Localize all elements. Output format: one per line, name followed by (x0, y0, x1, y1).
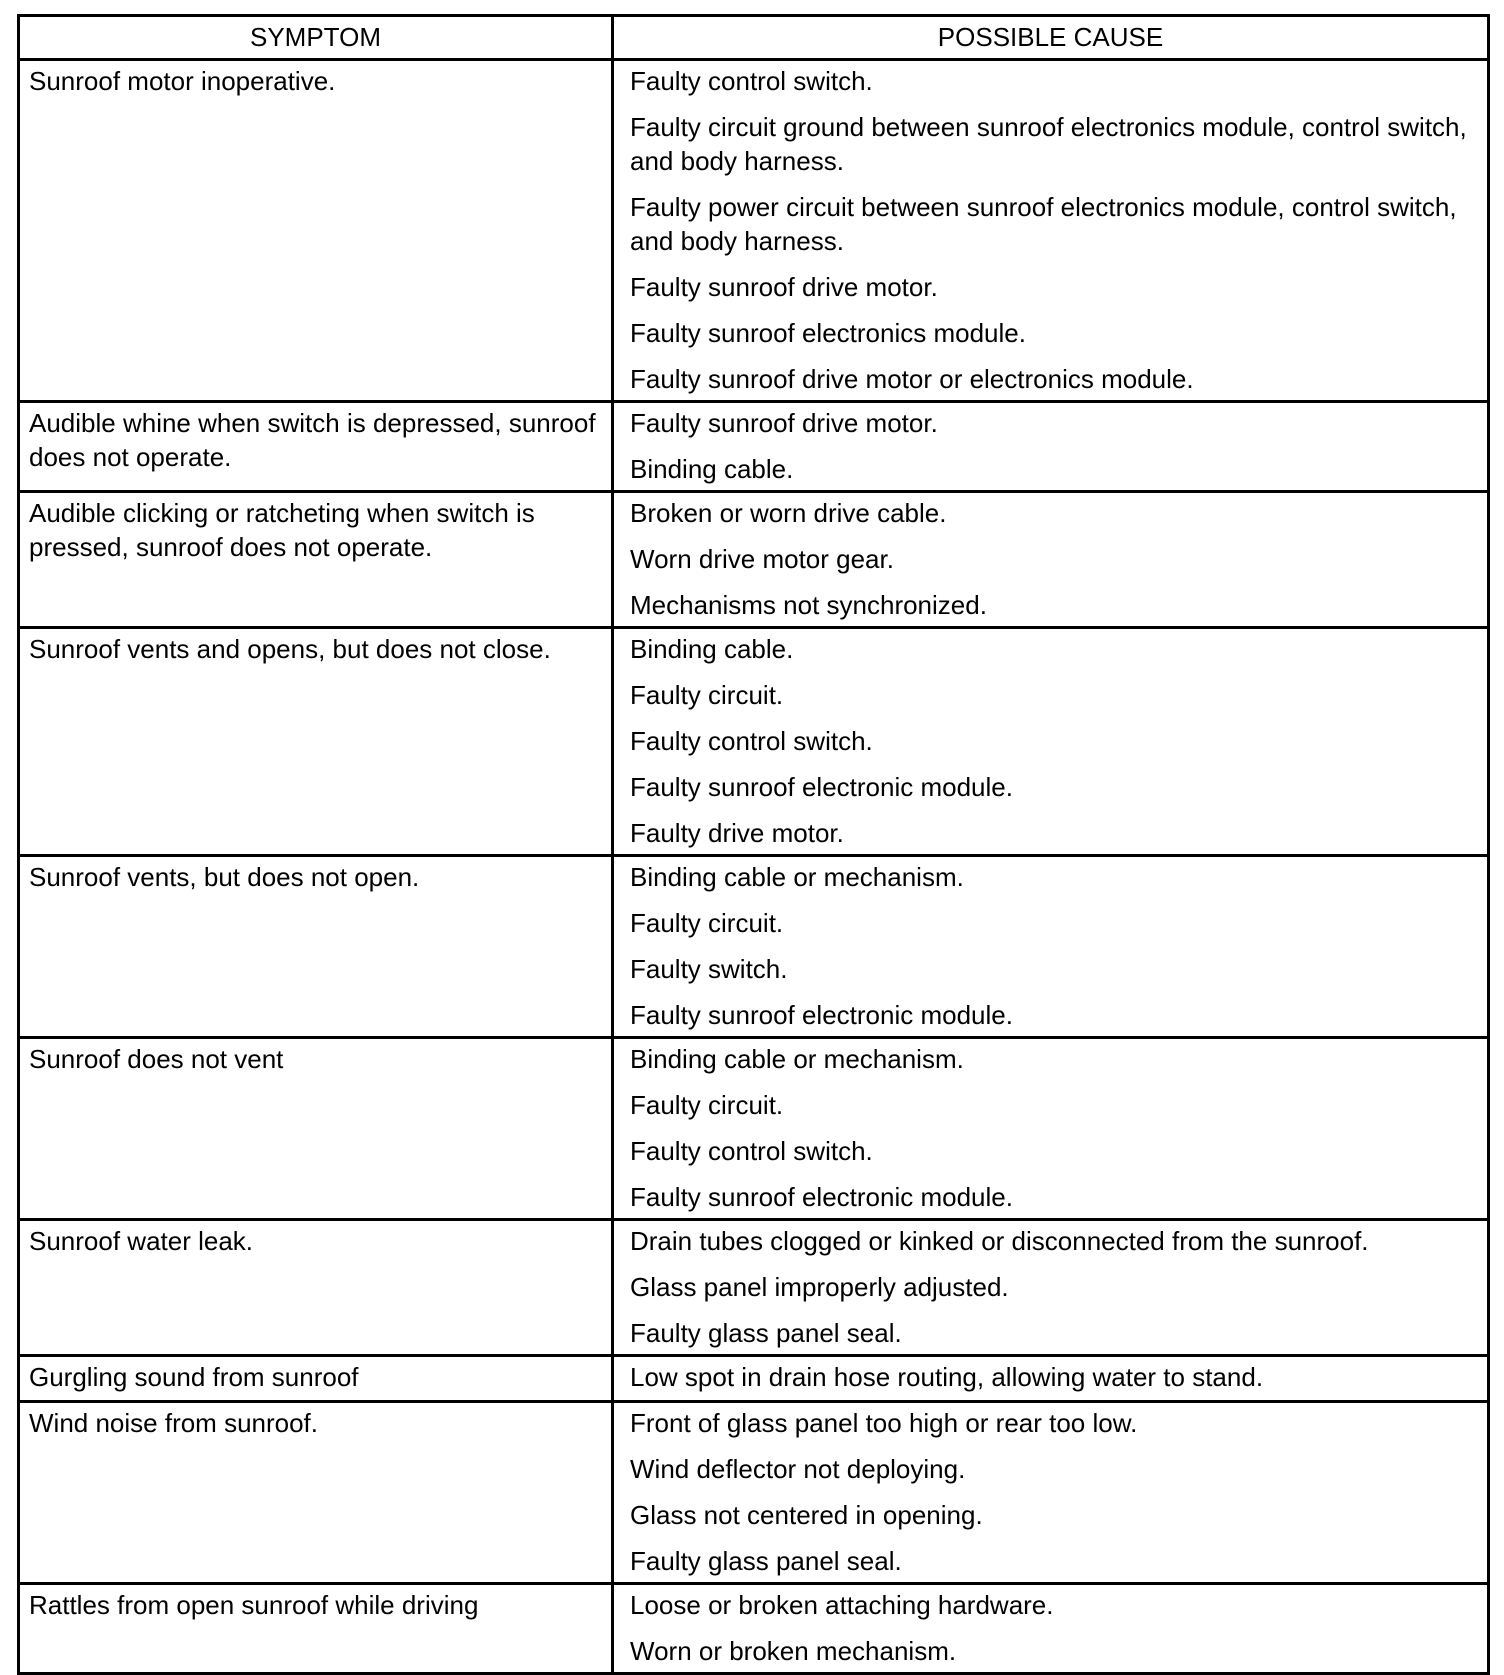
cause-item: Faulty sunroof electronic module. (630, 1182, 1013, 1212)
possible-cause-cell (613, 628, 1489, 856)
table-row (19, 628, 1489, 856)
possible-cause-cell (613, 1038, 1489, 1220)
cause-item: Faulty circuit. (630, 908, 784, 938)
table-row (19, 856, 1489, 1038)
cause-item: Faulty circuit. (630, 1090, 784, 1120)
cause-item: Low spot in drain hose routing, allowing water to stand. (630, 1362, 1264, 1392)
cause-item: Binding cable. (630, 634, 794, 664)
symptom-cell: Sunroof does not vent (19, 1038, 613, 1220)
table-row (19, 492, 1489, 628)
cause-item: Faulty sunroof drive motor or electronics module. (630, 364, 1194, 394)
table-row (19, 1220, 1489, 1356)
symptom-cell: Sunroof water leak. (19, 1220, 613, 1356)
table-body (19, 60, 1489, 1674)
cause-item: Faulty sunroof electronics module. (630, 318, 1026, 348)
cause-item: Faulty sunroof drive motor. (630, 272, 938, 302)
table-row (19, 1038, 1489, 1220)
cause-item: Faulty switch. (630, 954, 788, 984)
cause-item: Faulty control switch. (630, 1136, 873, 1166)
cause-item: Faulty circuit. (630, 680, 784, 710)
cause-item: Binding cable. (630, 454, 794, 484)
table-row (19, 1356, 1489, 1402)
cause-item: Faulty drive motor. (630, 818, 844, 848)
possible-cause-cell (613, 1402, 1489, 1584)
table-row (19, 1402, 1489, 1584)
symptom-cell: Sunroof vents, but does not open. (19, 856, 613, 1038)
cause-item: Front of glass panel too high or rear too low. (630, 1408, 1138, 1438)
cause-item: Worn or broken mechanism. (630, 1636, 957, 1666)
cause-item: Faulty power circuit between sunroof electronics module, control switch, and body harness. (630, 192, 1457, 256)
symptom-cell: Wind noise from sunroof. (19, 1402, 613, 1584)
cause-item: Drain tubes clogged or kinked or disconnected from the sunroof. (630, 1226, 1369, 1256)
cause-item: Faulty sunroof drive motor. (630, 408, 938, 438)
cause-item: Glass panel improperly adjusted. (630, 1272, 1009, 1302)
possible-cause-cell (613, 402, 1489, 492)
symptom-cell: Rattles from open sunroof while driving (19, 1584, 613, 1674)
table-row (19, 402, 1489, 492)
cause-item: Faulty sunroof electronic module. (630, 1000, 1013, 1030)
symptom-cell: Sunroof motor inoperative. (19, 60, 613, 402)
symptom-cell: Audible clicking or ratcheting when switch is pressed, sunroof does not operate. (19, 492, 613, 628)
cause-item: Faulty glass panel seal. (630, 1546, 902, 1576)
cause-item: Faulty control switch. (630, 66, 873, 96)
symptom-cell: Gurgling sound from sunroof (19, 1356, 613, 1402)
possible-cause-cell (613, 856, 1489, 1038)
symptom-cell: Sunroof vents and opens, but does not close. (19, 628, 613, 856)
cause-item: Worn drive motor gear. (630, 544, 894, 574)
cause-item: Faulty circuit ground between sunroof electronics module, control switch, and body harness. (630, 112, 1467, 176)
possible-cause-cell (613, 492, 1489, 628)
cause-item: Faulty control switch. (630, 726, 873, 756)
cause-item: Loose or broken attaching hardware. (630, 1590, 1054, 1620)
symptom-cell: Audible whine when switch is depressed, sunroof does not operate. (19, 402, 613, 492)
cause-item: Glass not centered in opening. (630, 1500, 983, 1530)
possible-cause-cell (613, 1356, 1489, 1402)
header-possible-cause: POSSIBLE CAUSE (613, 16, 1489, 60)
cause-item: Faulty glass panel seal. (630, 1318, 902, 1348)
table-header-row (19, 16, 1489, 60)
cause-item: Broken or worn drive cable. (630, 498, 947, 528)
cause-item: Binding cable or mechanism. (630, 1044, 964, 1074)
diagnosis-table (17, 14, 1490, 1675)
table-row (19, 60, 1489, 402)
cause-item: Mechanisms not synchronized. (630, 590, 987, 620)
cause-item: Binding cable or mechanism. (630, 862, 964, 892)
cause-item: Faulty sunroof electronic module. (630, 772, 1013, 802)
possible-cause-cell (613, 1220, 1489, 1356)
table-row (19, 1584, 1489, 1674)
possible-cause-cell (613, 1584, 1489, 1674)
header-symptom: SYMPTOM (19, 16, 613, 60)
cause-item: Wind deflector not deploying. (630, 1454, 966, 1484)
possible-cause-cell (613, 60, 1489, 402)
